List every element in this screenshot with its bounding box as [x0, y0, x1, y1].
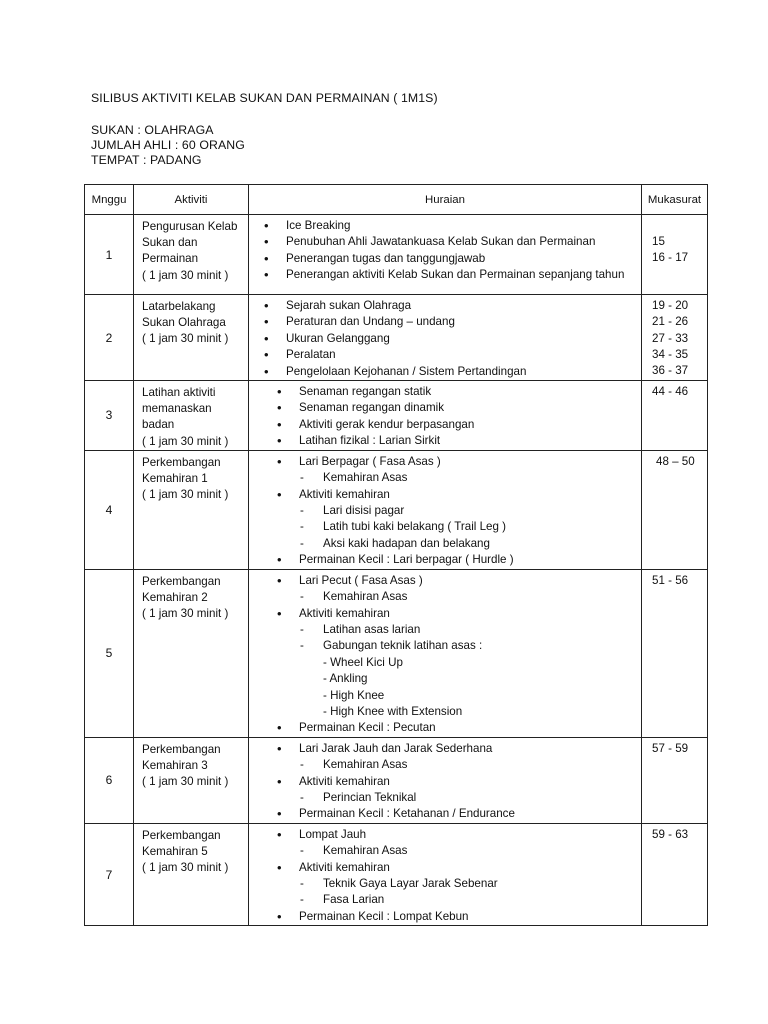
page-range: 27 - 33 — [652, 331, 689, 345]
activity-line: Permainan — [142, 252, 199, 266]
bullet-text: Aktiviti gerak kendur berpasangan — [299, 417, 475, 431]
document-title: SILIBUS AKTIVITI KELAB SUKAN DAN PERMAINAN ( 1M1S) — [91, 91, 438, 105]
info-jumlah-ahli: JUMLAH AHLI : 60 ORANG — [91, 138, 245, 152]
page-range: 34 - 35 — [652, 347, 689, 361]
dash-icon: - — [300, 758, 304, 772]
dash-icon: - — [300, 590, 304, 604]
bullet-icon: • — [277, 859, 282, 875]
bullet-icon: • — [277, 486, 282, 502]
activity-line: Kemahiran 2 — [142, 590, 208, 604]
page-range: 51 - 56 — [652, 573, 689, 587]
page-cell — [642, 381, 708, 451]
page-range: 57 - 59 — [652, 741, 689, 755]
bullet-icon: • — [277, 773, 282, 789]
page-range: 19 - 20 — [652, 299, 689, 312]
description-cell — [249, 450, 642, 569]
bullet-text: Peraturan dan Undang – undang — [286, 315, 455, 329]
bullet-item — [249, 331, 641, 347]
bullet-text: Permainan Kecil : Lari berpagar ( Hurdle ) — [299, 553, 514, 567]
sub-item — [249, 470, 641, 486]
activity-line: ( 1 jam 30 minit ) — [142, 861, 229, 875]
activity-line: memanaskan — [142, 402, 212, 416]
activity-line: ( 1 jam 30 minit ) — [142, 488, 229, 502]
header-minggu: Mnggu — [85, 185, 134, 215]
bullet-text: Senaman regangan statik — [299, 385, 432, 399]
page-range: 59 - 63 — [652, 827, 689, 841]
bullet-icon: • — [277, 572, 282, 588]
bullet-icon: • — [277, 400, 282, 416]
sub-item-text: Latihan asas larian — [323, 622, 421, 636]
bullet-item — [249, 806, 641, 822]
bullet-text: Permainan Kecil : Ketahanan / Endurance — [299, 807, 515, 821]
bullet-icon: • — [264, 347, 269, 363]
week-cell: 3 — [85, 381, 134, 451]
activity-cell — [134, 381, 249, 451]
bullet-item — [249, 400, 641, 416]
page-range: 21 - 26 — [652, 315, 689, 329]
bullet-icon: • — [264, 250, 269, 266]
bullet-icon: • — [277, 384, 282, 400]
header-mukasurat: Mukasurat — [642, 185, 708, 215]
dash-icon: - — [300, 844, 304, 858]
description-cell — [249, 823, 642, 925]
sub-item-text: Teknik Gaya Layar Jarak Sebenar — [323, 877, 498, 890]
bullet-item — [249, 573, 641, 589]
bullet-icon: • — [277, 433, 282, 449]
bullet-icon: • — [264, 314, 269, 330]
dash-icon: - — [300, 471, 304, 485]
sub-item — [249, 757, 641, 773]
bullet-text: Pengelolaan Kejohanan / Sistem Pertandingan — [286, 364, 527, 378]
bullet-item — [249, 433, 641, 449]
activity-line: ( 1 jam 30 minit ) — [142, 332, 229, 346]
sub-item — [249, 503, 641, 519]
sub-sub-item — [249, 671, 641, 687]
bullet-item — [249, 364, 641, 380]
bullet-item — [249, 267, 641, 283]
sub-item — [249, 843, 641, 859]
dash-icon: - — [300, 520, 304, 534]
bullet-item — [249, 384, 641, 400]
bullet-item — [249, 860, 641, 876]
week-cell: 4 — [85, 450, 134, 569]
bullet-text: Lompat Jauh — [299, 827, 367, 841]
bullet-item — [249, 606, 641, 622]
sub-item-text: Kemahiran Asas — [323, 758, 408, 772]
sub-sub-item-text: - High Knee — [323, 688, 385, 702]
bullet-text: Aktiviti kemahiran — [299, 860, 390, 874]
activity-cell — [134, 737, 249, 823]
bullet-text: Ukuran Gelanggang — [286, 331, 390, 345]
sub-item — [249, 638, 641, 654]
bullet-icon: • — [264, 330, 269, 346]
bullet-icon: • — [264, 234, 269, 250]
sub-item-text: Kemahiran Asas — [323, 590, 408, 604]
activity-line: ( 1 jam 30 minit ) — [142, 268, 229, 282]
bullet-item — [249, 347, 641, 363]
bullet-text: Permainan Kecil : Pecutan — [299, 721, 436, 735]
page-range: 15 — [652, 235, 665, 248]
activity-line: Perkembangan — [142, 742, 221, 756]
bullet-text: Aktiviti kemahiran — [299, 487, 390, 501]
bullet-text: Permainan Kecil : Lompat Kebun — [299, 909, 469, 923]
sub-sub-item — [249, 688, 641, 704]
page-range: 36 - 37 — [652, 364, 689, 378]
dash-icon: - — [300, 877, 304, 890]
bullet-icon: • — [277, 908, 282, 924]
table-row — [85, 215, 708, 295]
activity-cell — [134, 450, 249, 569]
header-huraian: Huraian — [249, 185, 642, 215]
sub-sub-item — [249, 704, 641, 720]
bullet-icon: • — [277, 416, 282, 432]
bullet-text: Penerangan tugas dan tanggungjawab — [286, 251, 486, 265]
sub-item — [249, 519, 641, 535]
sub-item-text: Perincian Teknikal — [323, 790, 417, 804]
bullet-icon: • — [264, 298, 269, 313]
activity-line: Sukan dan — [142, 236, 198, 250]
syllabus-table — [84, 184, 708, 926]
activity-line: badan — [142, 418, 175, 432]
bullet-icon: • — [277, 605, 282, 621]
page-cell — [642, 450, 708, 569]
activity-line: ( 1 jam 30 minit ) — [142, 607, 229, 621]
bullet-item — [249, 218, 641, 234]
sub-sub-item-text: - Ankling — [323, 672, 368, 686]
bullet-icon: • — [277, 720, 282, 736]
activity-line: Latarbelakang — [142, 300, 216, 313]
bullet-text: Sejarah sukan Olahraga — [286, 299, 412, 312]
bullet-text: Aktiviti kemahiran — [299, 606, 390, 620]
week-cell: 1 — [85, 215, 134, 295]
bullet-item — [249, 487, 641, 503]
activity-line: ( 1 jam 30 minit ) — [142, 434, 229, 448]
page-cell — [642, 823, 708, 925]
page-range: 48 – 50 — [656, 454, 695, 468]
page-cell — [642, 737, 708, 823]
description-cell — [249, 569, 642, 737]
activity-line: Latihan aktiviti — [142, 386, 216, 400]
sub-item — [249, 790, 641, 806]
bullet-item — [249, 234, 641, 250]
info-tempat: TEMPAT : PADANG — [91, 153, 202, 167]
info-sukan: SUKAN : OLAHRAGA — [91, 123, 214, 137]
table-row — [85, 823, 708, 925]
week-cell: 7 — [85, 823, 134, 925]
sub-item — [249, 876, 641, 892]
description-cell — [249, 737, 642, 823]
bullet-text: Lari Pecut ( Fasa Asas ) — [299, 573, 423, 587]
bullet-icon: • — [277, 552, 282, 568]
bullet-text: Peralatan — [286, 348, 336, 362]
bullet-item — [249, 552, 641, 568]
table-row — [85, 737, 708, 823]
bullet-item — [249, 909, 641, 925]
activity-line: Kemahiran 5 — [142, 844, 208, 858]
page-cell — [642, 215, 708, 295]
bullet-item — [249, 417, 641, 433]
dash-icon: - — [300, 790, 304, 804]
activity-cell — [134, 215, 249, 295]
bullet-icon: • — [264, 218, 269, 233]
bullet-item — [249, 454, 641, 470]
page-range: 44 - 46 — [652, 385, 689, 399]
table-row — [85, 569, 708, 737]
activity-line: ( 1 jam 30 minit ) — [142, 775, 229, 789]
activity-line: Pengurusan Kelab — [142, 220, 238, 233]
bullet-item — [249, 314, 641, 330]
sub-item-text: Kemahiran Asas — [323, 844, 408, 858]
page-cell — [642, 295, 708, 381]
activity-line: Perkembangan — [142, 574, 221, 588]
bullet-item — [249, 251, 641, 267]
description-cell — [249, 215, 642, 295]
sub-item-text: Gabungan teknik latihan asas : — [323, 639, 483, 653]
activity-line: Kemahiran 1 — [142, 472, 208, 486]
sub-item — [249, 536, 641, 552]
bullet-text: Aktiviti kemahiran — [299, 774, 390, 788]
sub-item-text: Latih tubi kaki belakang ( Trail Leg ) — [323, 520, 507, 534]
sub-sub-item-text: - Wheel Kici Up — [323, 655, 403, 669]
table-row — [85, 450, 708, 569]
bullet-text: Lari Berpagar ( Fasa Asas ) — [299, 454, 441, 468]
activity-line: Perkembangan — [142, 455, 221, 469]
activity-line: Sukan Olahraga — [142, 316, 226, 330]
bullet-icon: • — [277, 740, 282, 756]
description-cell — [249, 381, 642, 451]
bullet-text: Senaman regangan dinamik — [299, 401, 445, 415]
bullet-text: Latihan fizikal : Larian Sirkit — [299, 434, 441, 448]
page-cell — [642, 569, 708, 737]
table-header-row — [85, 185, 708, 215]
bullet-icon: • — [264, 267, 269, 283]
header-aktiviti: Aktiviti — [134, 185, 249, 215]
activity-cell — [134, 823, 249, 925]
bullet-text: Lari Jarak Jauh dan Jarak Sederhana — [299, 741, 493, 755]
page-range: 16 - 17 — [652, 251, 689, 265]
sub-item — [249, 622, 641, 638]
bullet-item — [249, 741, 641, 757]
activity-cell — [134, 569, 249, 737]
activity-line: Perkembangan — [142, 828, 221, 842]
sub-item — [249, 589, 641, 605]
bullet-icon: • — [277, 826, 282, 842]
bullet-item — [249, 774, 641, 790]
dash-icon: - — [300, 893, 304, 907]
bullet-icon: • — [277, 453, 282, 469]
bullet-item — [249, 720, 641, 736]
description-cell — [249, 295, 642, 381]
dash-icon: - — [300, 504, 304, 518]
bullet-item — [249, 298, 641, 314]
week-cell: 6 — [85, 737, 134, 823]
table-row — [85, 295, 708, 381]
dash-icon: - — [300, 536, 304, 550]
bullet-icon: • — [277, 806, 282, 822]
table-row — [85, 381, 708, 451]
activity-line: Kemahiran 3 — [142, 758, 208, 772]
bullet-text: Penerangan aktiviti Kelab Sukan dan Permainan sepanjang tahun — [286, 268, 625, 282]
week-cell: 5 — [85, 569, 134, 737]
sub-item-text: Fasa Larian — [323, 893, 385, 907]
sub-item-text: Aksi kaki hadapan dan belakang — [323, 536, 490, 550]
bullet-text: Ice Breaking — [286, 219, 351, 232]
page-range — [652, 218, 707, 234]
sub-item-text: Kemahiran Asas — [323, 471, 408, 485]
dash-icon: - — [300, 639, 304, 653]
sub-item-text: Lari disisi pagar — [323, 504, 405, 518]
dash-icon: - — [300, 622, 304, 636]
bullet-text: Penubuhan Ahli Jawatankuasa Kelab Sukan dan Permainan — [286, 235, 596, 249]
sub-sub-item — [249, 655, 641, 671]
activity-cell — [134, 295, 249, 381]
sub-sub-item-text: - High Knee with Extension — [323, 704, 463, 718]
bullet-item — [249, 827, 641, 843]
week-cell: 2 — [85, 295, 134, 381]
bullet-icon: • — [264, 363, 269, 379]
sub-item — [249, 892, 641, 908]
